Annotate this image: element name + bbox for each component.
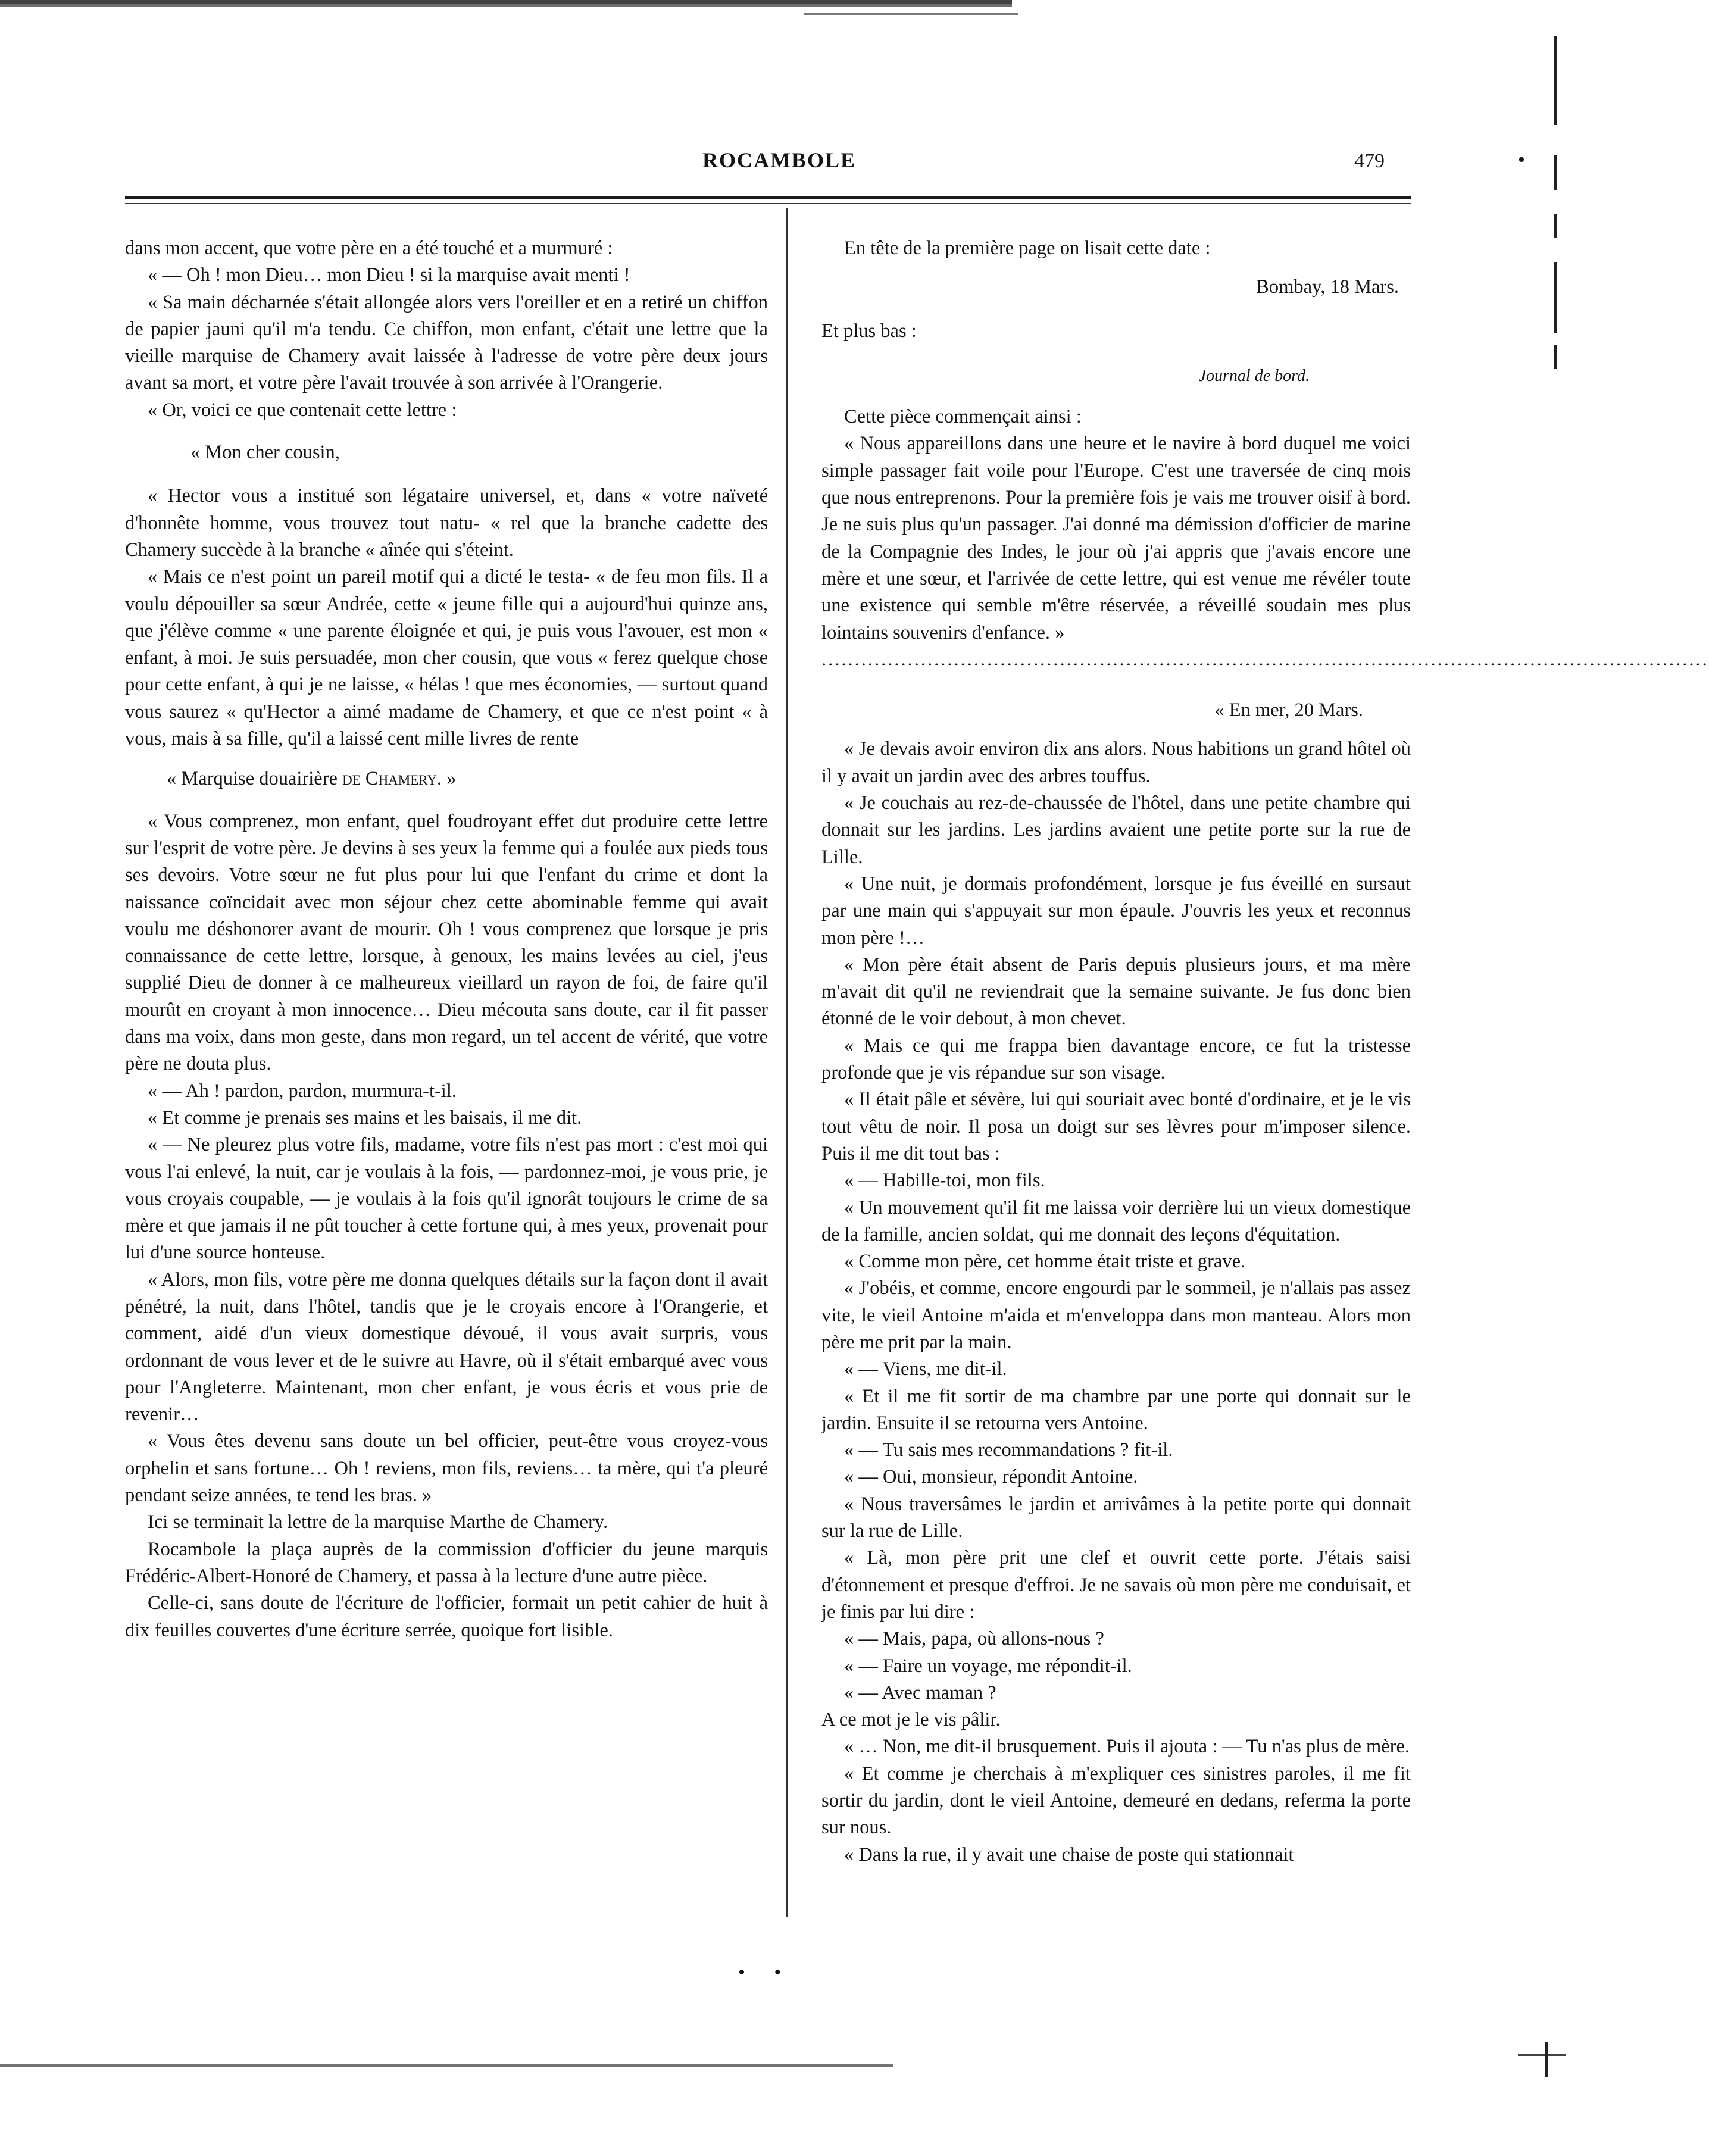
scan-artifact-bottom [0,2064,893,2067]
paragraph: Rocambole la plaça auprès de la commission d'officier du jeune marquis Frédéric-Albert-Honoré de Chamery, et passa à la lecture d'une autre pièce. [125,1538,768,1587]
left-column [125,235,768,1644]
paragraph: dans mon accent, que votre père en a été touché et a murmuré : [125,238,613,259]
footer-marks: • • [738,1961,793,1983]
paragraph: « Hector vous a institué son légataire universel, et, dans « votre naïveté d'honnête homme, vous trouvez tout natu- « rel que la branche cadette des Chamery succède à la branche « aînée qui s'éteint. [125,485,768,561]
paragraph: A ce mot je le vis pâlir. [821,1709,1001,1731]
paragraph: « Et comme je prenais ses mains et les baisais, il me dit. [148,1107,582,1129]
paragraph: « Et il me fit sortir de ma chambre par une porte qui donnait sur le jardin. Ensuite il se retourna vers Antoine. [821,1385,1411,1434]
paragraph: « Mais ce n'est point un pareil motif qui a dicté le testa- « de feu mon fils. Il a voulu dépouiller sa sœur Andrée, cette « jeune fille qui a aujourd'hui quinze ans, que j'élève comme « une parente éloignée et qui, je puis vous l'avouer, est mon « enfant, à moi. Je suis persuadée, mon cher cousin, que vous « ferez quelque chose pour cette enfant, à qui je ne laisse, « hélas ! que mes économies, — surtout quand vous saurez « qu'Hector a aimé madame de Chamery, et que ce n'est point « à vous, mais à sa fille, qu'il a laissé cent mille livres de rente [125,566,768,750]
paragraph: « Or, voici ce que contenait cette lettre : [148,399,457,421]
paragraph: Ici se terminait la lettre de la marquise Marthe de Chamery. [148,1511,608,1533]
scan-artifact-bottom-mark [1545,2042,1548,2077]
scan-artifact-edge [1548,36,1571,369]
paragraph: Cette pièce commençait ainsi : [844,406,1082,428]
running-header [0,148,1622,183]
paragraph: « Sa main décharnée s'était allongée alors vers l'oreiller et en a retiré un chiffon de papier jauni qu'il m'a tendu. Ce chiffon, mon enfant, c'était une lettre que la vieille marquise de Chamery avait laissée à l'adresse de votre père deux jours avant sa mort, et votre père l'avait trouvée à son arrivée à l'Orangerie. [125,291,768,394]
paragraph: « — Mais, papa, où allons-nous ? [844,1628,1104,1650]
paragraph: « Mais ce qui me frappa bien davantage encore, ce fut la tristesse profonde que je vis répandue sur son visage. [821,1035,1411,1084]
paragraph: En tête de la première page on lisait cette date : [844,238,1211,259]
column-divider [786,208,788,1917]
paragraph: « Dans la rue, il y avait une chaise de poste qui stationnait [844,1843,1294,1866]
signature-tail: » [442,768,457,790]
paragraph: « — Tu sais mes recommandations ? fit-il. [844,1439,1173,1461]
scan-artifact-bottom-right [1518,2054,1566,2056]
dateline: Bombay, 18 Mars. [1256,276,1399,298]
dotted-separator: ...................................................................................................................................... [821,648,1709,670]
header-rule [125,196,1411,204]
paragraph: « J'obéis, et comme, encore engourdi par le sommeil, je n'allais pas assez vite, le vieil Antoine m'aida et m'enveloppa dans mon manteau. Alors mon père me prit par la main. [821,1277,1411,1353]
paragraph: « Nous traversâmes le jardin et arrivâmes à la petite porte qui donnait sur la rue de Lille. [821,1493,1411,1542]
paragraph: « — Habille-toi, mon fils. [844,1170,1045,1192]
paragraph: « Il était pâle et sévère, lui qui souriait avec bonté d'ordinaire, et je le vis tout vêtu de noir. Il posa un doigt sur ses lèvres pour m'imposer silence. Puis il me dit tout bas : [821,1089,1411,1164]
paragraph: « — Oh ! mon Dieu… mon Dieu ! si la marquise avait menti ! [148,264,630,286]
paragraph: « Là, mon père prit une clef et ouvrit cette porte. J'étais saisi d'étonnement et presque d'effroi. Je ne savais où mon père me conduisait, et je finis par lui dire : [821,1547,1411,1623]
paragraph: Et plus bas : [821,320,917,342]
paragraph: « Mon père était absent de Paris depuis plusieurs jours, et ma mère m'avait dit qu'il ne reviendrait que la semaine suivante. Je fus donc bien étonné de le voir debout, à mon chevet. [821,954,1411,1030]
letter-salutation: « Mon cher cousin, [190,442,340,464]
paragraph: « Je couchais au rez-de-chaussée de l'hôtel, dans une petite chambre qui donnait sur les jardins. Les jardins avaient une petite porte sur la rue de Lille. [821,792,1411,868]
page-number: 479 [1354,150,1385,172]
paragraph: « — Viens, me dit-il. [844,1358,1007,1380]
paragraph: « Vous comprenez, mon enfant, quel foudroyant effet dut produire cette lettre sur l'esprit de votre père. Je devins à ses yeux la femme qui a foulée aux pieds tous ses devoirs. Votre sœur ne fut plus pour lui que l'enfant du crime et dont la naissance coïncidait avec mon séjour chez cette abominable femme qui avait voulu me déshonorer avant de mourir. Oh ! vous comprenez que lorsque je pris connaissance de cette lettre, lorsque, à genoux, les mains levées au ciel, j'eus supplié Dieu de donner à ce malheureux vieillard un rayon de foi, de faire qu'il mourût en croyant à mon innocence… Dieu mécouta sans doute, car il fit passer dans ma voix, dans mon geste, dans mon regard, un tel accent de vérité, que votre père ne douta plus. [125,810,768,1075]
paragraph: « — Ah ! pardon, pardon, murmura-t-il. [148,1080,457,1102]
paragraph: « Une nuit, je dormais profondément, lorsque je fus éveillé en sursaut par une main qui s'appuyait sur mon épaule. J'ouvris les yeux et reconnus mon père !… [821,873,1411,949]
scan-artifact-top-secondary [804,13,1018,15]
journal-heading: Journal de bord. [1198,366,1310,385]
paragraph: « — Oui, monsieur, répondit Antoine. [844,1466,1138,1488]
paragraph: « Un mouvement qu'il fit me laissa voir derrière lui un vieux domestique de la famille, ancien soldat, qui me donnait des leçons d'équitation. [821,1196,1411,1245]
paragraph: « Et comme je cherchais à m'expliquer ces sinistres paroles, il me fit sortir du jardin, dont le vieil Antoine, demeuré en dedans, referma la porte sur nous. [821,1763,1411,1839]
paragraph: « Vous êtes devenu sans doute un bel officier, peut-être vous croyez-vous orphelin et sans fortune… Oh ! reviens, mon fils, reviens… ta mère, qui t'a pleuré pendant seize années, te tend les bras. » [125,1430,768,1507]
running-title: ROCAMBOLE [702,148,857,172]
paragraph: « — Ne pleurez plus votre fils, madame, votre fils n'est pas mort : c'est moi qui vous l'ai enlevé, la nuit, car je voulais à la fois, — pardonnez-moi, je vous prie, je vous croyais coupable, — je voulais à la fois qu'il ignorât toujours le crime de sa mère et que jamais il ne pût toucher à cette fortune qui, à mes yeux, provenait pour lui d'une source honteuse. [125,1134,768,1264]
paragraph: « Alors, mon fils, votre père me donna quelques détails sur la façon dont il avait pénétré, la nuit, dans l'hôtel, tandis que je le croyais encore à l'Orangerie, et comment, aidé d'un vieux domestique dévoué, il vous avait surpris, vous ordonnant de vous lever et de le suivre au Havre, où il s'était embarqué avec vous pour l'Angleterre. Maintenant, mon cher enfant, je vous écris et vous prie de revenir… [125,1268,768,1426]
right-column [821,235,1709,1868]
paragraph: « Je devais avoir environ dix ans alors. Nous habitions un grand hôtel où il y avait un jardin avec des arbres touffus. [821,738,1411,787]
paragraph: « — Avec maman ? [844,1682,996,1704]
signature-lead: « Marquise douairière [167,768,343,790]
letter-signature [125,765,768,792]
dateline: « En mer, 20 Mars. [1214,699,1363,721]
signature-name: de Chamery. [342,768,442,790]
header-bullet-mark: • [1518,149,1525,171]
paragraph: « Comme mon père, cet homme était triste et grave. [844,1251,1246,1273]
scan-artifact-top [0,0,1012,24]
paragraph: « … Non, me dit-il brusquement. Puis il ajouta : — Tu n'as plus de mère. [844,1736,1410,1758]
paragraph: « — Faire un voyage, me répondit-il. [844,1655,1132,1677]
paragraph: Celle-ci, sans doute de l'écriture de l'officier, formait un petit cahier de huit à dix feuilles couvertes d'une écriture serrée, quoique fort lisible. [125,1592,768,1641]
paragraph: « Nous appareillons dans une heure et le navire à bord duquel me voici simple passager fait voile pour l'Europe. C'est une traversée de cinq mois que nous entreprenons. Pour la première fois je vais me trouver oisif à bord. Je ne suis plus qu'un passager. J'ai donné ma démission d'officier de marine de la Compagnie des Indes, le jour où j'ai appris que j'avais encore une mère et une sœur, et l'arrivée de cette lettre, qui est venue me révéler toute une existence qui semble m'être réservée, a réveillé soudain mes plus lointains souvenirs d'enfance. » [821,433,1411,643]
